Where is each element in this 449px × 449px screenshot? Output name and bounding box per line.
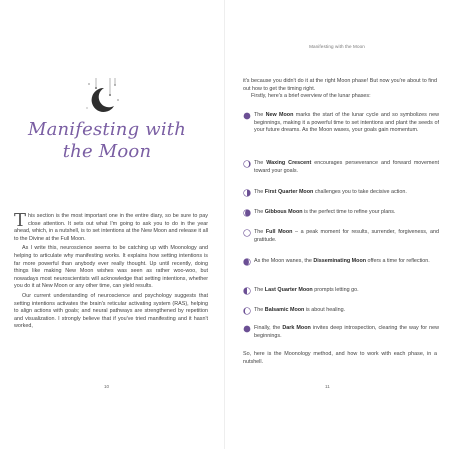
crescent-icon <box>112 383 118 389</box>
intro-paragraph-1: it's because you didn't do it at the right Moon phase! But now you're about to find out how to get the timing right. <box>243 78 437 92</box>
disseminating-moon-icon <box>243 258 251 266</box>
crescent-icon <box>95 383 101 389</box>
intro-text <box>243 78 437 101</box>
phase-item-dark-moon: Finally, the Dark Moon invites deep introspection, clearing the way for new beginnings. <box>243 325 439 340</box>
phase-name: First Quarter Moon <box>264 189 314 195</box>
page-number: 11 <box>325 383 330 389</box>
phase-name: Last Quarter Moon <box>264 287 313 293</box>
chapter-title-line-1: Manifesting with <box>27 119 187 140</box>
last-quarter-moon-icon <box>243 287 251 295</box>
phase-name: Disseminating Moon <box>313 258 367 264</box>
full-moon-icon <box>243 229 251 237</box>
left-body <box>14 210 208 331</box>
page-number: 10 <box>104 383 110 389</box>
right-page <box>225 0 449 449</box>
dark-moon-icon <box>243 325 251 333</box>
outro-text <box>243 351 437 366</box>
crescent-icon <box>333 383 339 389</box>
chapter-title-line-2: the Moon <box>62 141 152 162</box>
phase-name: Gibbous Moon <box>264 209 303 215</box>
paragraph-3: Our current understanding of neuroscience and psychology suggests that setting intentions activates the brain's reticular activating system (RAS), helping to align actions with goals; and neural pathways are strengthened by repetition and visualization. I strongly believe that if you've tried manifesting and it hasn't worked, <box>14 292 208 330</box>
phase-item-balsamic: The Balsamic Moon is about healing. <box>243 307 439 315</box>
phase-name: New Moon <box>265 112 294 118</box>
balsamic-moon-icon <box>243 307 251 315</box>
left-folio <box>95 383 118 389</box>
phase-item-gibbous: The Gibbous Moon is the perfect time to refine your plans. <box>243 209 439 217</box>
right-folio <box>316 383 339 389</box>
paragraph-1: This section is the most important one in the entire diary, so be sure to pay close attention. It sets out what I'm going to ask you to do in the year ahead, which, in a nutshell, is to set intentions at the New Moon and release it all to the Divine at the Full Moon. <box>14 210 208 242</box>
left-page <box>0 0 224 449</box>
phase-item-waxing-crescent: The Waxing Crescent encourages perseverance and forward movement toward your goals. <box>243 160 439 175</box>
phase-item-full-moon: The Full Moon – a peak moment for results, surrender, forgiveness, and gratitude. <box>243 229 439 244</box>
running-head: Manifesting with the Moon <box>309 44 365 49</box>
phase-name: Dark Moon <box>282 325 311 331</box>
phase-item-first-quarter: The First Quarter Moon challenges you to take decisive action. <box>243 189 439 197</box>
phase-item-new-moon: The New Moon marks the start of the lunar cycle and so symbolizes new beginnings, making it a powerful time to set intentions and plant the seeds of your future dreams. As the Moon waxes, your goals gain momentum. <box>243 112 439 135</box>
first-quarter-moon-icon <box>243 189 251 197</box>
phase-name: Full Moon <box>265 229 293 235</box>
intro-paragraph-2: Firstly, here's a brief overview of the lunar phases: <box>251 93 371 100</box>
phase-name: Waxing Crescent <box>266 160 312 166</box>
crescent-moon-illustration <box>82 78 122 122</box>
phase-item-last-quarter: The Last Quarter Moon prompts letting go. <box>243 287 439 295</box>
phase-name: Balsamic Moon <box>264 307 305 313</box>
waxing-crescent-icon <box>243 160 251 168</box>
outro-paragraph: So, here is the Moonology method, and how to work with each phase, in a nutshell. <box>243 351 437 365</box>
paragraph-2: As I write this, neuroscience seems to be catching up with Moonology and helping to articulate why manifesting works. It explains how setting intentions is far more powerful than anybody ever really thought. Up until recently, doing things like making New Moon wishes was seen as rather woo-woo, but nowadays most neuroscientists will acknowledge that setting intentions, whether you do it at New Moon or any other time, can yield results. <box>14 245 208 290</box>
drop-cap: T <box>14 210 27 231</box>
new-moon-icon <box>243 112 251 120</box>
crescent-icon <box>316 383 322 389</box>
gibbous-moon-icon <box>243 209 251 217</box>
phase-item-disseminating: As the Moon wanes, the Disseminating Moon offers a time for reflection. <box>243 258 439 266</box>
